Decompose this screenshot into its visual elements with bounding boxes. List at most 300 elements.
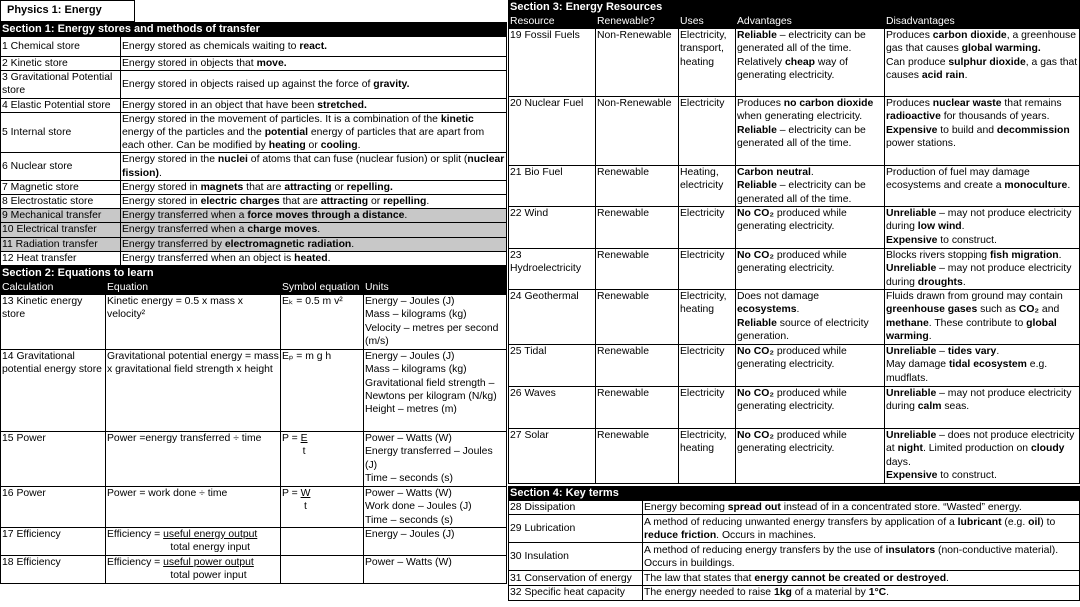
bold-text: stretched. — [317, 99, 367, 111]
unit-line: Energy – Joules (J) — [365, 528, 455, 540]
equation-text: Power = work done ÷ time — [107, 488, 228, 500]
text-run: produced while generating electricity. — [737, 430, 847, 455]
text-run: . — [996, 346, 1000, 358]
section-4-heading: Section 4: Key terms — [508, 486, 1080, 500]
units-cell — [364, 295, 507, 350]
page-title: Physics 1: Energy — [0, 0, 135, 22]
text-run: . — [1058, 250, 1062, 262]
advantages-cell — [736, 429, 885, 484]
text-run: . — [961, 221, 965, 233]
disadvantages-cell — [885, 29, 1080, 97]
bold-text: Unreliable — [886, 208, 937, 220]
text-run: – may not produce electricity during — [886, 208, 1072, 233]
bold-text: greenhouse gases — [886, 304, 978, 316]
renewable-cell: Non-Renewable — [596, 97, 679, 166]
bold-text: attracting — [320, 196, 369, 208]
text-run: instead of in a concentrated store. “Wasted” energy. — [780, 502, 1022, 514]
bold-text: no carbon dioxide — [783, 98, 874, 110]
definition-cell — [643, 501, 1080, 515]
text-run: . — [357, 140, 361, 152]
text-run: to construct. — [937, 234, 997, 246]
bold-text: kinetic — [440, 113, 474, 125]
term-cell: 29 Lubrication — [509, 515, 643, 543]
text-run: energy of particles that are apart from each other. Can be modified by — [122, 127, 485, 152]
left-column — [0, 22, 507, 584]
symbol-cell — [281, 350, 364, 432]
bold-text: cheap — [784, 56, 815, 68]
uses-cell: Electricity, heating — [679, 290, 736, 345]
text-run: The energy needed to raise — [644, 587, 774, 599]
bold-text: move. — [256, 58, 287, 69]
text-run: Energy transferred when a — [122, 224, 248, 236]
text-run: . — [1067, 180, 1071, 192]
text-run: . — [946, 572, 949, 584]
unit-line: Energy transferred – Joules (J) — [365, 446, 493, 471]
resource-cell: 22 Wind — [509, 207, 596, 249]
uses-cell: Electricity — [679, 97, 736, 166]
bold-text: droughts — [917, 276, 963, 288]
bold-text: radioactive — [886, 111, 941, 123]
fraction-denominator: total energy input — [170, 542, 251, 554]
section-2-heading: Section 2: Equations to learn — [0, 266, 507, 280]
text-run: produced while generating electricity. — [737, 208, 847, 233]
advantages-cell — [736, 29, 885, 97]
table-row — [1, 37, 507, 57]
uses-cell: Electricity — [679, 345, 736, 387]
text-run: energy of the particles and the — [122, 127, 265, 139]
bold-text: Expensive — [886, 234, 938, 246]
term-cell: 1 Chemical store — [1, 37, 121, 57]
equation-cell — [106, 487, 281, 528]
text-run: The law that states that — [644, 572, 755, 584]
equation-cell — [106, 555, 281, 583]
bold-text: Reliable — [737, 180, 777, 192]
bold-text: No CO₂ — [737, 430, 774, 442]
term-cell: 7 Magnetic store — [1, 180, 121, 194]
definition-cell — [121, 112, 507, 153]
symbol-cell — [281, 295, 364, 350]
calculation-cell: 13 Kinetic energy store — [1, 295, 106, 350]
text-run: , a gas that causes — [886, 56, 1078, 81]
unit-line: Velocity – metres per second (m/s) — [365, 322, 499, 347]
definition-cell — [121, 71, 507, 98]
uses-cell: Heating, electricity — [679, 166, 736, 207]
text-run: A method of reducing unwanted energy transfers by application of a — [644, 516, 958, 528]
text-run: Energy stored in objects that — [122, 58, 257, 69]
text-run: (non-conductive material). Occurs in buildings. — [644, 544, 1059, 569]
renewable-cell: Renewable — [596, 166, 679, 207]
text-run: e.g. mudflats. — [886, 359, 1048, 384]
calculation-cell: 16 Power — [1, 487, 106, 528]
units-cell — [364, 527, 507, 555]
resource-cell: 26 Waves — [509, 387, 596, 429]
bold-text: Carbon neutral — [737, 167, 811, 179]
bold-text: lubricant — [957, 516, 1002, 528]
fraction-numerator: useful energy output — [163, 528, 258, 540]
table-row — [1, 223, 507, 237]
text-run: that are — [243, 181, 285, 193]
bold-text: magnets — [200, 181, 244, 193]
table-row — [509, 345, 1080, 387]
text-run: such as — [977, 304, 1019, 316]
units-cell — [364, 350, 507, 432]
equation-cell — [106, 527, 281, 555]
table-row — [1, 527, 507, 555]
text-run: May damage — [886, 359, 949, 371]
resource-cell: 20 Nuclear Fuel — [509, 97, 596, 166]
definition-cell — [121, 57, 507, 71]
definition-cell — [643, 586, 1080, 600]
table-row — [1, 209, 507, 223]
term-cell: 4 Elastic Potential store — [1, 98, 121, 112]
right-column — [508, 0, 1080, 601]
bold-text: electric charges — [200, 196, 280, 208]
disadvantages-cell — [885, 429, 1080, 484]
units-cell — [364, 432, 507, 487]
advantages-cell — [736, 290, 885, 345]
resource-cell: 24 Geothermal — [509, 290, 596, 345]
bold-text: Unreliable — [886, 388, 937, 400]
definition-cell — [643, 515, 1080, 543]
text-run: that remains — [1001, 98, 1062, 110]
renewable-cell: Renewable — [596, 429, 679, 484]
uses-cell: Electricity — [679, 249, 736, 290]
unit-line: Mass – kilograms (kg) — [365, 309, 467, 321]
text-run: Produces — [886, 98, 933, 110]
table-row — [1, 251, 507, 265]
advantages-cell — [736, 97, 885, 166]
text-run: power stations. — [886, 137, 956, 149]
resource-cell: 23 Hydroelectricity — [509, 249, 596, 290]
bold-text: Reliable — [737, 124, 777, 136]
unit-line: Power – Watts (W) — [365, 556, 452, 568]
uses-cell: Electricity — [679, 207, 736, 249]
text-run: that are — [279, 196, 321, 208]
term-cell: 5 Internal store — [1, 112, 121, 153]
disadvantages-cell — [885, 345, 1080, 387]
text-run: (e.g. — [1001, 516, 1029, 528]
text-run: A method of reducing energy transfers by the use of — [644, 544, 886, 556]
col-header-renewable: Renewable? — [596, 15, 679, 29]
text-run: produced while generating electricity. — [737, 388, 847, 413]
table-row — [1, 237, 507, 251]
symbol-text: Eₚ = m g h — [282, 351, 332, 363]
equation-cell — [106, 432, 281, 487]
bold-text: spread out — [727, 502, 781, 514]
equation-prefix: Efficiency = — [107, 556, 164, 568]
table-row — [1, 195, 507, 209]
unit-line: Height – metres (m) — [365, 404, 457, 416]
text-run: Energy stored in the movement of particles. It is a combination of the — [122, 113, 441, 125]
term-cell: 30 Insulation — [509, 543, 643, 571]
definition-cell — [121, 153, 507, 180]
text-run: ) to — [1040, 516, 1056, 528]
table-row — [1, 555, 507, 583]
equation-cell — [106, 295, 281, 350]
disadvantages-cell — [885, 166, 1080, 207]
text-run: Fluids drawn from ground may contain — [886, 291, 1063, 303]
text-run: . — [426, 196, 430, 208]
definition-cell — [121, 223, 507, 237]
text-run: for thousands of years. — [940, 111, 1050, 123]
bold-text: Reliable — [737, 317, 777, 329]
bold-text: calm — [917, 401, 942, 413]
calculation-cell: 15 Power — [1, 432, 106, 487]
energy-resources-table — [508, 14, 1080, 484]
calculation-cell: 18 Efficiency — [1, 555, 106, 583]
text-run: . — [886, 587, 890, 599]
table-row — [509, 571, 1080, 586]
bold-text: nuclear fission) — [122, 154, 505, 179]
bold-text: charge moves — [247, 224, 318, 236]
text-run: when generating electricity. — [737, 111, 863, 123]
uses-cell: Electricity — [679, 387, 736, 429]
text-run: Produces — [737, 98, 784, 110]
uses-cell: Electricity, heating — [679, 429, 736, 484]
bold-text: No CO₂ — [737, 250, 774, 262]
fraction-numerator: useful power output — [163, 556, 254, 568]
term-cell: 6 Nuclear store — [1, 153, 121, 180]
table-row — [1, 180, 507, 194]
text-run: produced while generating electricity. — [737, 250, 847, 275]
symbol-prefix: P = — [282, 488, 301, 500]
disadvantages-cell — [885, 249, 1080, 290]
col-header-disadvantages: Disadvantages — [885, 15, 1080, 29]
renewable-cell: Renewable — [596, 290, 679, 345]
table-row — [509, 586, 1080, 600]
bold-text: nuclei — [217, 154, 248, 166]
text-run: Energy stored as chemicals waiting to — [122, 40, 300, 52]
equation-text: Kinetic energy = 0.5 x mass x velocity² — [107, 296, 244, 321]
bold-text: oil — [1028, 516, 1041, 528]
symbol-prefix: P = — [282, 433, 301, 445]
bold-text: electromagnetic radiation — [224, 238, 352, 250]
energy-stores-table — [0, 36, 507, 266]
table-row — [509, 290, 1080, 345]
bold-text: monoculture — [1004, 180, 1068, 192]
bold-text: potential — [264, 127, 308, 139]
text-run: Production of fuel may damage ecosystems and create a — [886, 167, 1030, 192]
table-row — [1, 350, 507, 432]
term-cell: 3 Gravitational Potential store — [1, 71, 121, 98]
bold-text: Expensive — [886, 124, 938, 136]
bold-text: methane — [886, 317, 929, 329]
text-run: – does not produce electricity at — [886, 430, 1075, 455]
disadvantages-cell — [885, 387, 1080, 429]
bold-text: gravity. — [373, 78, 410, 90]
text-run: of a material by — [791, 587, 869, 599]
text-run: Does not damage — [737, 291, 820, 303]
col-header-symbol: Symbol equation — [281, 281, 364, 295]
text-run: . Occurs in machines. — [716, 529, 817, 541]
fraction-numerator: E — [300, 433, 308, 445]
text-run: . — [158, 167, 162, 179]
bold-text: No CO₂ — [737, 388, 774, 400]
bold-text: tidal ecosystem — [948, 359, 1027, 371]
key-terms-table — [508, 500, 1080, 600]
text-run: Energy stored in the — [122, 154, 218, 166]
section-3-heading: Section 3: Energy Resources — [508, 0, 1080, 14]
text-run: Energy stored in — [122, 181, 201, 193]
text-run: or — [331, 181, 347, 193]
text-run: Energy transferred when an object is — [122, 252, 295, 264]
table-row — [1, 153, 507, 180]
table-row — [509, 543, 1080, 571]
text-run: . — [317, 224, 321, 236]
text-run: and — [1039, 304, 1060, 316]
table-row — [1, 98, 507, 112]
term-cell: 28 Dissipation — [509, 501, 643, 515]
bold-text: reduce friction — [644, 529, 717, 541]
bold-text: 1°C — [868, 587, 887, 599]
text-run: seas. — [941, 401, 970, 413]
unit-line: Energy – Joules (J) — [365, 296, 455, 308]
symbol-cell — [281, 527, 364, 555]
calculation-cell: 17 Efficiency — [1, 527, 106, 555]
term-cell: 8 Electrostatic store — [1, 195, 121, 209]
definition-cell — [121, 37, 507, 57]
text-run: Can produce — [886, 56, 949, 68]
equation-cell — [106, 350, 281, 432]
renewable-cell: Renewable — [596, 207, 679, 249]
col-header-uses: Uses — [679, 15, 736, 29]
renewable-cell: Renewable — [596, 345, 679, 387]
unit-line: Gravitational field strength – Newtons per kilogram (N/kg) — [365, 377, 497, 402]
bold-text: No CO₂ — [737, 346, 774, 358]
unit-line: Work done – Joules (J) — [365, 501, 472, 513]
term-cell: 12 Heat transfer — [1, 251, 121, 265]
fraction — [301, 487, 311, 513]
fraction — [163, 528, 257, 554]
term-cell: 2 Kinetic store — [1, 57, 121, 71]
bold-text: 1kg — [773, 587, 792, 599]
term-cell: 31 Conservation of energy — [509, 571, 643, 586]
text-run: . — [928, 330, 932, 342]
text-run: – may not produce electricity during — [886, 263, 1072, 288]
equation-text: Gravitational potential energy = mass x gravitational field strength x height — [107, 351, 279, 376]
equation-text: Power =energy transferred ÷ time — [107, 433, 262, 445]
bold-text: fish migration — [989, 250, 1059, 262]
text-run: – may not produce electricity during — [886, 388, 1072, 413]
definition-cell — [121, 209, 507, 223]
advantages-cell — [736, 249, 885, 290]
symbol-cell — [281, 487, 364, 528]
renewable-cell: Non-Renewable — [596, 29, 679, 97]
table-row — [1, 112, 507, 153]
definition-cell — [643, 571, 1080, 586]
text-run: or — [368, 196, 384, 208]
section-1-heading: Section 1: Energy stores and methods of transfer — [0, 22, 507, 36]
text-run: – electricity can be generated all of the time. Relatively — [737, 30, 866, 68]
text-run: – — [936, 346, 948, 358]
text-run: source of electricity generation. — [737, 317, 869, 342]
table-row — [509, 29, 1080, 97]
col-header-calculation: Calculation — [1, 281, 106, 295]
bold-text: No CO₂ — [737, 208, 774, 220]
bold-text: repelling. — [346, 181, 393, 193]
table-row — [1, 57, 507, 71]
disadvantages-cell — [885, 290, 1080, 345]
col-header-units: Units — [364, 281, 507, 295]
resource-cell: 19 Fossil Fuels — [509, 29, 596, 97]
bold-text: heating — [268, 140, 306, 152]
text-run: to build and — [937, 124, 997, 136]
symbol-cell — [281, 432, 364, 487]
text-run: , a greenhouse gas that causes — [886, 30, 1077, 55]
bold-text: repelling — [383, 196, 427, 208]
bold-text: sulphur dioxide — [948, 56, 1026, 68]
symbol-cell — [281, 555, 364, 583]
bold-text: nuclear waste — [932, 98, 1002, 110]
advantages-cell — [736, 166, 885, 207]
definition-cell — [121, 237, 507, 251]
disadvantages-cell — [885, 97, 1080, 166]
fraction — [163, 556, 254, 582]
table-row — [509, 97, 1080, 166]
resource-cell: 25 Tidal — [509, 345, 596, 387]
fraction-denominator: t — [304, 501, 307, 513]
table-row — [509, 166, 1080, 207]
table-row — [509, 207, 1080, 249]
unit-line: Power – Watts (W) — [365, 488, 452, 500]
text-run: Energy stored in — [122, 196, 201, 208]
term-cell: 11 Radiation transfer — [1, 237, 121, 251]
term-cell: 9 Mechanical transfer — [1, 209, 121, 223]
bold-text: acid rain — [921, 69, 965, 81]
text-run: . — [962, 276, 966, 288]
calculation-cell: 14 Gravitational potential energy store — [1, 350, 106, 432]
text-run: . — [796, 304, 800, 316]
text-run: Energy becoming — [644, 502, 728, 514]
definition-cell — [121, 195, 507, 209]
disadvantages-cell — [885, 207, 1080, 249]
text-run: . — [327, 252, 331, 264]
table-row — [1, 487, 507, 528]
text-run: . — [810, 167, 814, 179]
text-run: to construct. — [937, 469, 997, 481]
bold-text: attracting — [284, 181, 332, 193]
bold-text: Unreliable — [886, 263, 937, 275]
text-run: produced while generating electricity. — [737, 346, 847, 371]
bold-text: night — [897, 443, 923, 455]
bold-text: force moves through a distance — [247, 210, 405, 222]
fraction-denominator: total power input — [170, 570, 247, 582]
col-header-advantages: Advantages — [736, 15, 885, 29]
table-row — [1, 71, 507, 98]
text-run: – electricity can be generated all of the time. — [737, 180, 866, 205]
bold-text: react. — [299, 40, 328, 52]
text-run: . — [351, 238, 355, 250]
term-cell: 32 Specific heat capacity — [509, 586, 643, 600]
text-run: of atoms that can fuse (nuclear fusion) or split ( — [247, 154, 468, 166]
text-run: Energy transferred when a — [122, 210, 248, 222]
text-run: . — [964, 69, 968, 81]
table-row — [1, 295, 507, 350]
bold-text: Unreliable — [886, 430, 937, 442]
bold-text: Unreliable — [886, 346, 937, 358]
bold-text: cloudy — [1030, 443, 1065, 455]
bold-text: tides vary — [947, 346, 997, 358]
unit-line: Time – seconds (s) — [365, 472, 453, 484]
text-run: way of generating electricity. — [737, 56, 848, 81]
bold-text: energy cannot be created or destroyed — [754, 572, 947, 584]
bold-text: carbon dioxide — [932, 30, 1007, 42]
resource-cell: 27 Solar — [509, 429, 596, 484]
fraction-denominator: t — [302, 446, 306, 458]
text-run: . These contribute to — [928, 317, 1027, 329]
definition-cell — [121, 180, 507, 194]
text-run: – electricity can be generated all of the time. — [737, 124, 866, 149]
